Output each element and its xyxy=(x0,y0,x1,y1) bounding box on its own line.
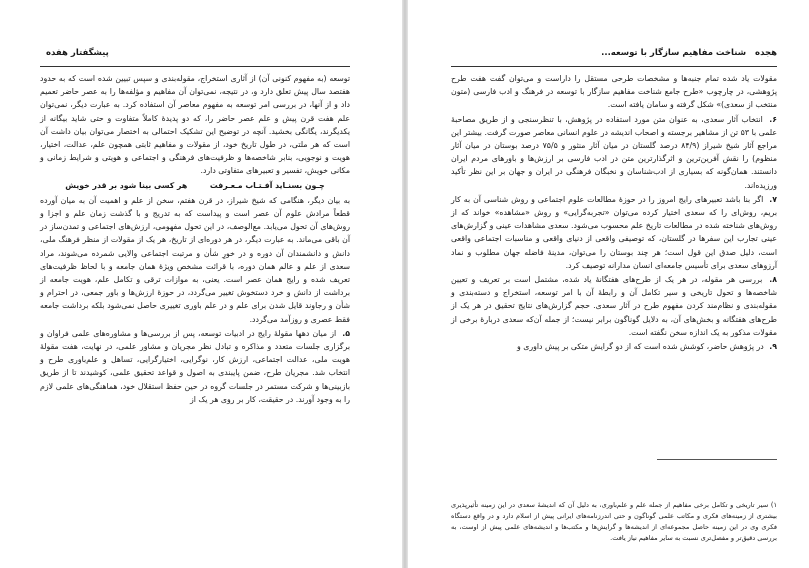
header-rule xyxy=(451,66,777,67)
numbered-item-8 xyxy=(451,273,777,339)
item-number: ۸. xyxy=(769,275,778,285)
footnote: ۱) سیر تاریخی و تکامل برخی مفاهیم از جمله علم و علم‌باوری، به دلیل آن که اندیشهٔ سعدی در این زمینه تأثیرپذیری بیشتری از زمینه‌های فکری و مکاتب علمی گوناگون و حتی اندرزنامه‌های ایرانی پیش از اسلام دارد و در واقع دستگاه فکری وی در این زمینه حاصل مجموعه‌ای از اندیشه‌ها و گرایش‌ها و مکتب‌ها و اندیشه‌های علمی پیش از اوست، به بررسی دقیق‌تر و مفصل‌تری نسبت به سایر مفاهیم نیاز یافت. xyxy=(451,501,777,542)
item-number: ۵. xyxy=(342,328,350,338)
numbered-item-9 xyxy=(451,340,777,353)
left-page-header xyxy=(40,48,109,58)
item-number: ۹. xyxy=(769,342,777,352)
numbered-item-7 xyxy=(451,193,777,272)
item-text: اگر بنا باشد تعبیرهای رایج امروز را در حوزهٔ مطالعات علوم اجتماعی و روش شناسی آن به کار بریم، روش‌ای را که سعدی اختیار کرده می‌توان «تجربه‌گرایی» و روش «مشاهده» خواند که از روش‌های شناخته شده در مطالعات تاریخ علم محسوب می‌شود. سعدی مشاهدات عینی و گزارش‌های عینی تجارب این سفرها در گلستان، که توصیفی واقعی از دنیای واقعی و مناسبات اجتماعی واقعی است، دلیل صدق این قول است؛ هر چند بوستان را می‌توان، مدینهٔ فاضله جهان مطلوب و نماد آرزوهای سعدی برای تأسیس جامعه‌ای انسان مدارانه توصیف کرد. xyxy=(451,194,777,270)
paragraph: مقولات یاد شده تمام جنبه‌ها و مشخصات طرحی مستقل را داراست و می‌توان گفت هفت طرح پژوهشی، در چارچوب «طرح جامع شناخت مفاهیم سازگار با توسعه در فرهنگ و ادب فارسی (متون منتخب از سعدی)» شکل گرفته و سامان یافته است. xyxy=(451,74,777,110)
verse xyxy=(54,179,336,192)
right-page xyxy=(408,0,809,568)
paragraph: توسعه (به مفهوم کنونی آن) از آثاری استخراج، مقوله‌بندی و سپس تبیین شده است که به حدود هفتصد سال پیش تعلق دارد و، در نتیجه، نمی‌توان آن مفاهیم و مؤلفه‌ها را به عصر حاضر تعمیم داد و از آنها، در بررسی امر توسعه به مفهوم معاصر آن استفاده کرد. به عبارت دیگر، نمی‌توان علم هفت قرن پیش و علم عصر حاضر را، که دو پدیدهٔ کاملاً متفاوت و حتی شاید بیگانه از یکدیگرند، یگانگی بخشید. آنچه در توضیح این تشکیک احتمالی به اختصار می‌توان بیان داشت آن است که هر ملتی، در طول تاریخ خود، از مقولات و مفاهیم ثابتی همچون علم، عدالت، اختیار، هویت و نوجویی، بنابر شاخصه‌ها و ظرفیت‌های فرهنگی و اجتماعی و هویتی و شرایط زمانی و مکانی خویش، تفسیر و تعبیرهای متفاوتی دارد. xyxy=(40,74,350,176)
right-page-body xyxy=(451,72,777,354)
page-number: هفده xyxy=(46,48,68,58)
item-text: از میان دهها مقولهٔ رایج در ادبیات توسعه، پس از بررسی‌ها و مشاوره‌های علمی فراوان و برگزاری جلسات متعدد و مذاکره و تبادل نظر مجریان و مشاور علمی، در نهایت، هفت مقولهٔ هویت ملی، عدالت اجتماعی، ارزش کار، نوگرایی، اختیارگرایی، تساهل و علم‌باوری طرح و انتخاب شد. مجریان طرح، ضمن پایبندی به اصول و قواعد تحقیق علمی، کوشیدند تا از طریق بازبینی‌ها و شرکت مستمر در جلسات گروه در حین حفظ استقلال خود، هماهنگی‌های علمی لازم را به وجود آورند. در حقیقت، کار بر روی هر یک از xyxy=(40,328,350,404)
verse-hemistich-1: چـون بسنـاید آفـتـاب مـعـرفت xyxy=(209,180,325,190)
right-page-header xyxy=(601,48,777,58)
left-page-body xyxy=(40,72,350,407)
item-text: انتخاب آثار سعدی، به عنوان متن مورد استفاده در پژوهش، با تنظرسنجی و از طریق مصاحبهٔ علمی با ۵۳ تن از مشاهیر برجسته و اصحاب اندیشه در علوم انسانی معاصر صورت گرفت. بیشتر این مراجع آثار شیخ شیراز (۸۴/۹ درصد گلستان در میان آثار منثور و ۷۵/۵ درصد بوستان در میان آثار منظوم) را نقش آفرین‌ترین و اثرگذارترین متن در ادب فارسی بر ارزش‌ها و باورهای مردم ایران دانستند. همان‌گونه که بسیاری از ادب‌شناسان و نخبگان فرهنگی در ایران و جهان بر این نظر تأکید ورزیده‌اند. xyxy=(451,114,778,190)
numbered-item-5 xyxy=(40,327,350,406)
verse-hemistich-2: هر کسی بینا شود بر قدر خویش xyxy=(65,180,188,190)
item-text: بررسی هر مقوله، در هر یک از طرح‌های هفتگانهٔ یاد شده، مشتمل است بر تعریف و تعیین شاخصه‌ها و تحول تاریخی و سیر تکامل آن و رابطهٔ آن با امر توسعه، استخراج و دسته‌بندی و مقوله‌بندی و نظام‌مند کردن مفهوم طرح در آثار سعدی. حجم گزارش‌های نتایج تحقیق در هر یک از طرح‌های هفتگانه و بخش‌های آن، به دلایل گوناگون برابر نیست؛ از جمله آن‌که سعدی دربارهٔ برخی از مقولات مذکور به یک اندازه سخن نگفته است. xyxy=(451,275,777,337)
item-number: ۶. xyxy=(769,114,777,124)
running-title: شناخت مفاهیم سازگار با توسعه... xyxy=(601,48,747,58)
header-rule xyxy=(40,66,350,67)
item-number: ۷. xyxy=(769,194,777,204)
item-text: در پژوهش حاضر، کوشش شده است که از دو گرایش متکی بر پیش داوری و xyxy=(516,342,764,352)
footnote-rule xyxy=(657,459,777,460)
page-number: هجده xyxy=(755,48,777,58)
numbered-item-6 xyxy=(451,113,777,192)
paragraph: به بیان دیگر، هنگامی که شیخ شیراز، در قرن هفتم، سخن از علم و اهمیت آن به میان آورده قطعاً مرادش علوم آن عصر است و پیداست که به تدریج و با گذشت زمان علم و اجزا و روش‌های آن تحول می‌یابد. مع‌الوصف، در این تحول مفهومی، ارزش‌های اجتماعی و تمدن‌ساز در آن باقی می‌ماند. به عبارت دیگر، در هر دوره‌ای از تاریخ، هر یک از مقولات از منظر فرهنگ ملی، دانش و دانشمندان آن دوره و در خورِ شأن و مرتبت اجتماعی والایی شمرده می‌شوند، مراد سعدی از علم و عالم همان دوره، با قرائت مشخص ویژهٔ همان جامعه و با لحاظ ظرفیت‌های تعریف شده و رایج همان عصر است. یعنی، به موازات ترقی و تکامل علم، هویت جامعه از برداشت از دانش و خرد دستخوش تغییر می‌گردد، در حوزهٔ ارزش‌ها و باور جمعی، در احترام و شأن و رجاوند قایل شدن برای علم و در علم باوری تغییری حاصل نمی‌شود بلکه برداشت جامعه فقط عصری و روزآمد می‌گردد. xyxy=(40,195,350,324)
running-title: پیشگفتار xyxy=(70,48,109,58)
left-page xyxy=(0,0,402,568)
